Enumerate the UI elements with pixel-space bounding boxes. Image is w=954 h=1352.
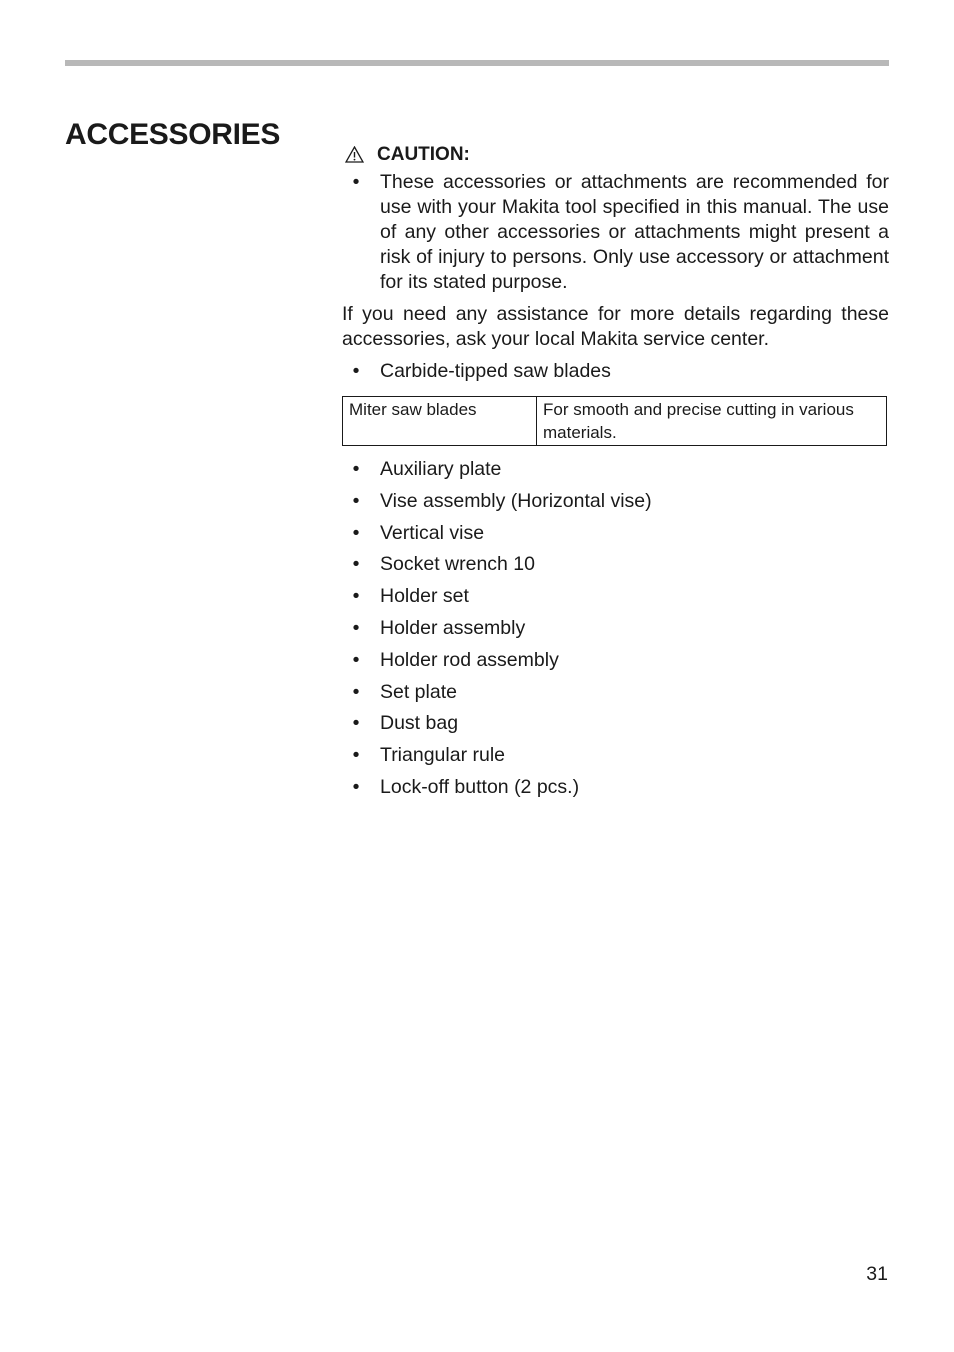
bullet: •	[352, 648, 360, 671]
blade-table	[342, 396, 887, 446]
caution-heading	[345, 140, 889, 168]
caution-label: CAUTION:	[377, 143, 470, 165]
list-item	[342, 359, 889, 384]
list-item-text: Auxiliary plate	[380, 458, 502, 480]
list-item	[342, 680, 889, 712]
list-item-text: Holder rod assembly	[380, 648, 559, 671]
accessory-list	[342, 457, 889, 807]
bullet: •	[352, 360, 360, 382]
warning-triangle-icon	[345, 146, 364, 163]
list-item	[342, 457, 889, 489]
top-rule	[65, 60, 889, 66]
bullet: •	[352, 458, 360, 480]
list-item	[342, 711, 889, 743]
table-row	[343, 397, 887, 446]
list-item	[342, 648, 889, 680]
list-item-text: Vise assembly (Horizontal vise)	[380, 489, 652, 512]
blade-list	[342, 359, 889, 384]
bullet: •	[352, 489, 360, 512]
list-item	[342, 489, 889, 521]
bullet: •	[352, 521, 360, 544]
list-item	[342, 584, 889, 616]
list-item-text: Holder set	[380, 585, 469, 608]
list-item	[342, 743, 889, 775]
table-cell-type: Miter saw blades	[343, 397, 537, 446]
table-cell-purpose: For smooth and precise cutting in various materials.	[537, 397, 887, 446]
bullet: •	[352, 712, 360, 735]
bullet: •	[352, 775, 360, 798]
list-item-text: Dust bag	[380, 712, 459, 735]
list-item-text: Lock-off button (2 pcs.)	[380, 775, 580, 798]
list-item-text: Set plate	[380, 680, 457, 703]
content-column	[342, 140, 889, 807]
list-item-text: Socket wrench 10	[380, 553, 536, 576]
list-item	[342, 552, 889, 584]
bullet: •	[352, 616, 360, 639]
bullet: •	[352, 744, 360, 767]
list-item-text: Triangular rule	[380, 744, 505, 767]
list-item-text: Holder assembly	[380, 616, 526, 639]
bullet: •	[352, 680, 360, 703]
bullet: •	[352, 585, 360, 608]
list-item	[342, 521, 889, 553]
list-item-text: Vertical vise	[380, 521, 485, 544]
page-number: 31	[866, 1263, 888, 1285]
list-item-text: Carbide-tipped saw blades	[380, 360, 611, 382]
bullet: •	[352, 171, 360, 193]
assistance-paragraph: If you need any assistance for more details regarding these accessories, ask your local Makita service center.	[342, 303, 889, 350]
list-item	[342, 775, 889, 807]
caution-item-text: These accessories or attachments are recommended for use with your Makita tool specified in this manual. The use of any other accessories or attachments might present a risk of injury to persons. Only use accessory or attachment for its stated purpose.	[380, 171, 889, 293]
caution-item	[342, 170, 889, 295]
caution-list	[342, 170, 889, 295]
list-item	[342, 616, 889, 648]
bullet: •	[352, 553, 360, 576]
section-title: ACCESSORIES	[65, 118, 281, 151]
